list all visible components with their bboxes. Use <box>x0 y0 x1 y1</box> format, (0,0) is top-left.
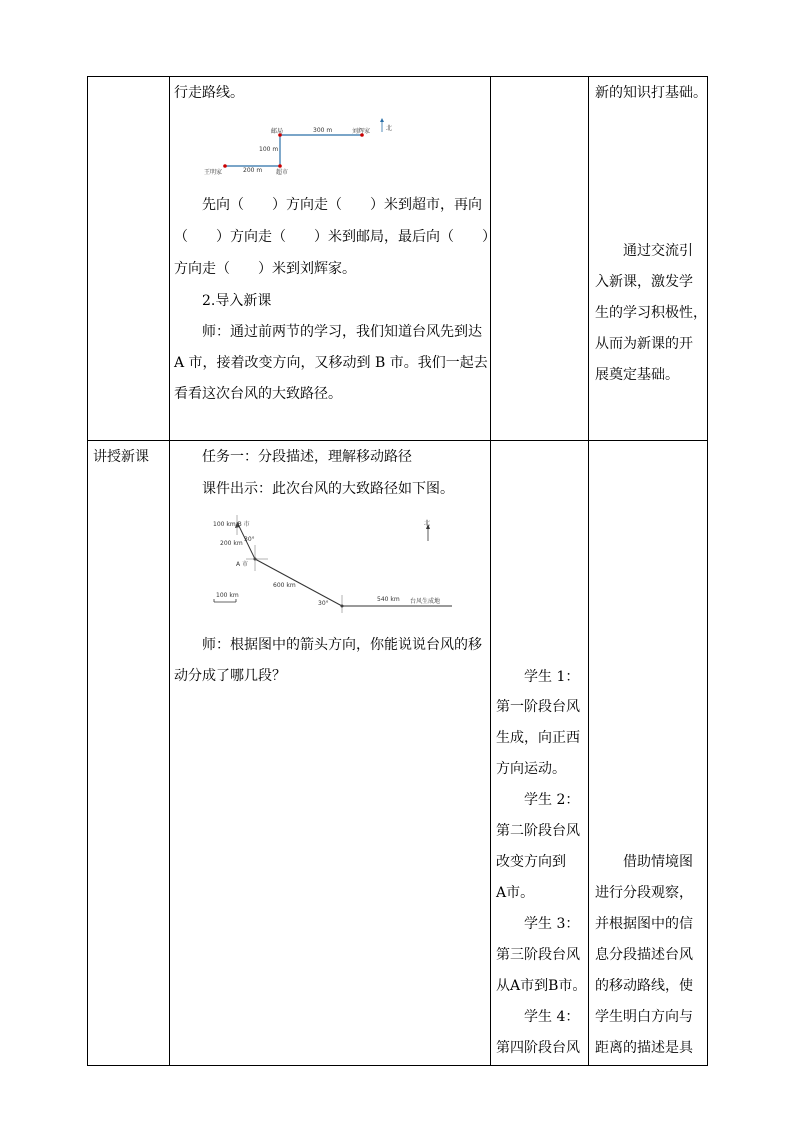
supermarket-label: 超市 <box>276 169 289 176</box>
north-label: 北 <box>386 125 393 132</box>
distance-540km-label: 540 km <box>377 596 400 603</box>
student-1: 学生 1： <box>524 669 580 685</box>
student-4: 学生 4： <box>524 1009 580 1025</box>
city-b-label: 100 km B 市 <box>213 521 250 528</box>
section-label-teaching: 讲授新课 <box>93 449 149 465</box>
student-2: 学生 2： <box>524 792 580 808</box>
fill-blank-line-3: 方向走（ ）米到刘辉家。 <box>174 261 356 277</box>
question-line-2: 动分成了哪几段？ <box>174 668 286 684</box>
student-1-line-b: 生成，向正西 <box>496 730 580 746</box>
student-2-line-c: A市。 <box>496 885 535 901</box>
angle-top-label: 30° <box>244 536 255 543</box>
col-divider-3 <box>588 77 589 1065</box>
route-text: 行走路线。 <box>174 85 244 101</box>
student-3: 学生 3： <box>524 916 580 932</box>
student-2-line-a: 第二阶段台风 <box>496 823 580 839</box>
item-intro-new-lesson: 2.导入新课 <box>202 293 272 309</box>
distance-600km-label: 600 km <box>273 582 296 589</box>
scale-label: 100 km <box>216 592 239 599</box>
distance-200-label: 200 m <box>243 167 263 174</box>
purpose-bottom-1: 借助情境图 <box>623 854 693 870</box>
fill-blank-line-2: （ ）方向走（ ）米到邮局，最后向（ ） <box>174 229 496 245</box>
courseware-text: 课件出示：此次台风的大致路径如下图。 <box>202 481 454 497</box>
city-a-label: A 市 <box>236 561 249 568</box>
student-3-line-b: 从A市到B市。 <box>496 978 587 994</box>
teacher-line-3: 看看这次台风的大致路径。 <box>174 386 342 402</box>
col-divider-1 <box>169 77 170 1065</box>
teacher-line-1: 师：通过前两节的学习，我们知道台风先到达 <box>202 324 482 340</box>
wang-home-label: 王明家 <box>204 169 223 176</box>
purpose-bottom-4: 息分段描述台风 <box>595 947 693 963</box>
fill-blank-line-1: 先向（ ）方向走（ ）米到超市，再向 <box>202 197 482 213</box>
student-2-line-b: 改变方向到 <box>496 854 566 870</box>
purpose-top-4: 从而为新课的开 <box>595 336 693 352</box>
student-3-line-a: 第三阶段台风 <box>496 947 580 963</box>
purpose-bottom-6: 学生明白方向与 <box>595 1009 693 1025</box>
purpose-top-3: 生的学习积极性， <box>595 305 707 321</box>
task-one-heading: 任务一：分段描述，理解移动路径 <box>202 449 412 465</box>
student-1-line-c: 方向运动。 <box>496 761 566 777</box>
student-1-line-a: 第一阶段台风 <box>496 699 580 715</box>
distance-100-label: 100 m <box>259 146 279 153</box>
question-line-1: 师：根据图中的箭头方向，你能说说台风的移 <box>202 637 482 653</box>
north-label-2: 北 <box>424 520 431 527</box>
liu-home-label: 刘辉家 <box>352 128 371 135</box>
purpose-top-1: 通过交流引 <box>623 243 693 259</box>
angle-bottom-label: 30° <box>318 600 329 607</box>
purpose-bottom-2: 进行分段观察， <box>595 885 693 901</box>
teacher-line-2: A 市，接着改变方向，又移动到 B 市。我们一起去 <box>174 355 488 371</box>
distance-300-label: 300 m <box>313 127 333 134</box>
purpose-bottom-3: 并根据图中的信 <box>595 916 693 932</box>
row-divider <box>88 440 707 441</box>
post-office-label: 邮局 <box>271 128 284 135</box>
purpose-bottom-5: 的移动路线，使 <box>595 978 693 994</box>
distance-200km-label: 200 km <box>220 540 243 547</box>
purpose-top-5: 展奠定基础。 <box>595 367 679 383</box>
purpose-bottom-7: 距离的描述是具 <box>595 1040 693 1056</box>
student-4-line-a: 第四阶段台风 <box>496 1040 580 1056</box>
typhoon-origin-label: 台风生成地 <box>410 598 441 605</box>
purpose-top-line: 新的知识打基础。 <box>595 85 707 101</box>
purpose-top-2: 入新课，激发学 <box>595 274 693 290</box>
